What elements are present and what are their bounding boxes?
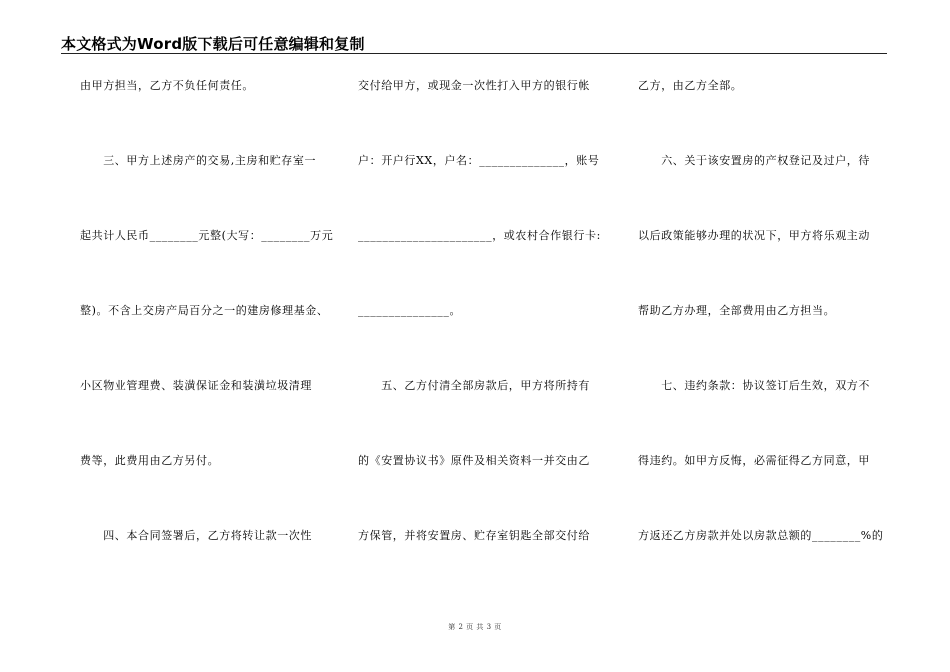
text-line: 七、违约条款：协议签订后生效，双方不 xyxy=(638,379,870,392)
document-header: 本文格式为Word版下载后可任意编辑和复制 xyxy=(61,35,365,53)
text-line: 交付给甲方，或现金一次性打入甲方的银行帐 xyxy=(358,79,590,92)
text-line: 的《安置协议书》原件及相关资料一并交由乙 xyxy=(358,454,590,467)
text-line: 方保管，并将安置房、贮存室钥匙全部交付给 xyxy=(358,529,590,542)
page-number: 第 2 页 共 3 页 xyxy=(448,623,502,631)
text-line: 五、乙方付清全部房款后，甲方将所持有 xyxy=(358,379,590,392)
text-line: ______________________，或农村合作银行卡: xyxy=(358,229,601,242)
text-line: 得违约。如甲方反悔，必需征得乙方同意，甲 xyxy=(638,454,870,467)
text-line: 四、本合同签署后，乙方将转让款一次性 xyxy=(80,529,312,542)
text-line: 帮助乙方办理，全部费用由乙方担当。 xyxy=(638,304,836,317)
text-line: 三、甲方上述房产的交易,主房和贮存室一 xyxy=(80,154,317,167)
text-line: 整)。不含上交房产局百分之一的建房修理基金、 xyxy=(80,304,329,317)
text-line: _______________。 xyxy=(358,304,462,317)
text-line: 方返还乙方房款并处以房款总额的________%的 xyxy=(638,529,884,542)
text-line: 起共计人民币________元整(大写：________万元 xyxy=(80,229,334,242)
text-line: 六、关于该安置房的产权登记及过户，待 xyxy=(638,154,870,167)
text-line: 费等，此费用由乙方另付。 xyxy=(80,454,220,467)
text-line: 由甲方担当，乙方不负任何责任。 xyxy=(80,79,254,92)
text-line: 乙方，由乙方全部。 xyxy=(638,79,743,92)
text-line: 小区物业管理费、装潢保证金和装潢垃圾清理 xyxy=(80,379,312,392)
text-line: 以后政策能够办理的状况下，甲方将乐观主动 xyxy=(638,229,870,242)
header-divider xyxy=(61,53,887,54)
text-line: 户：开户行XX，户名：______________，账号 xyxy=(358,154,600,167)
